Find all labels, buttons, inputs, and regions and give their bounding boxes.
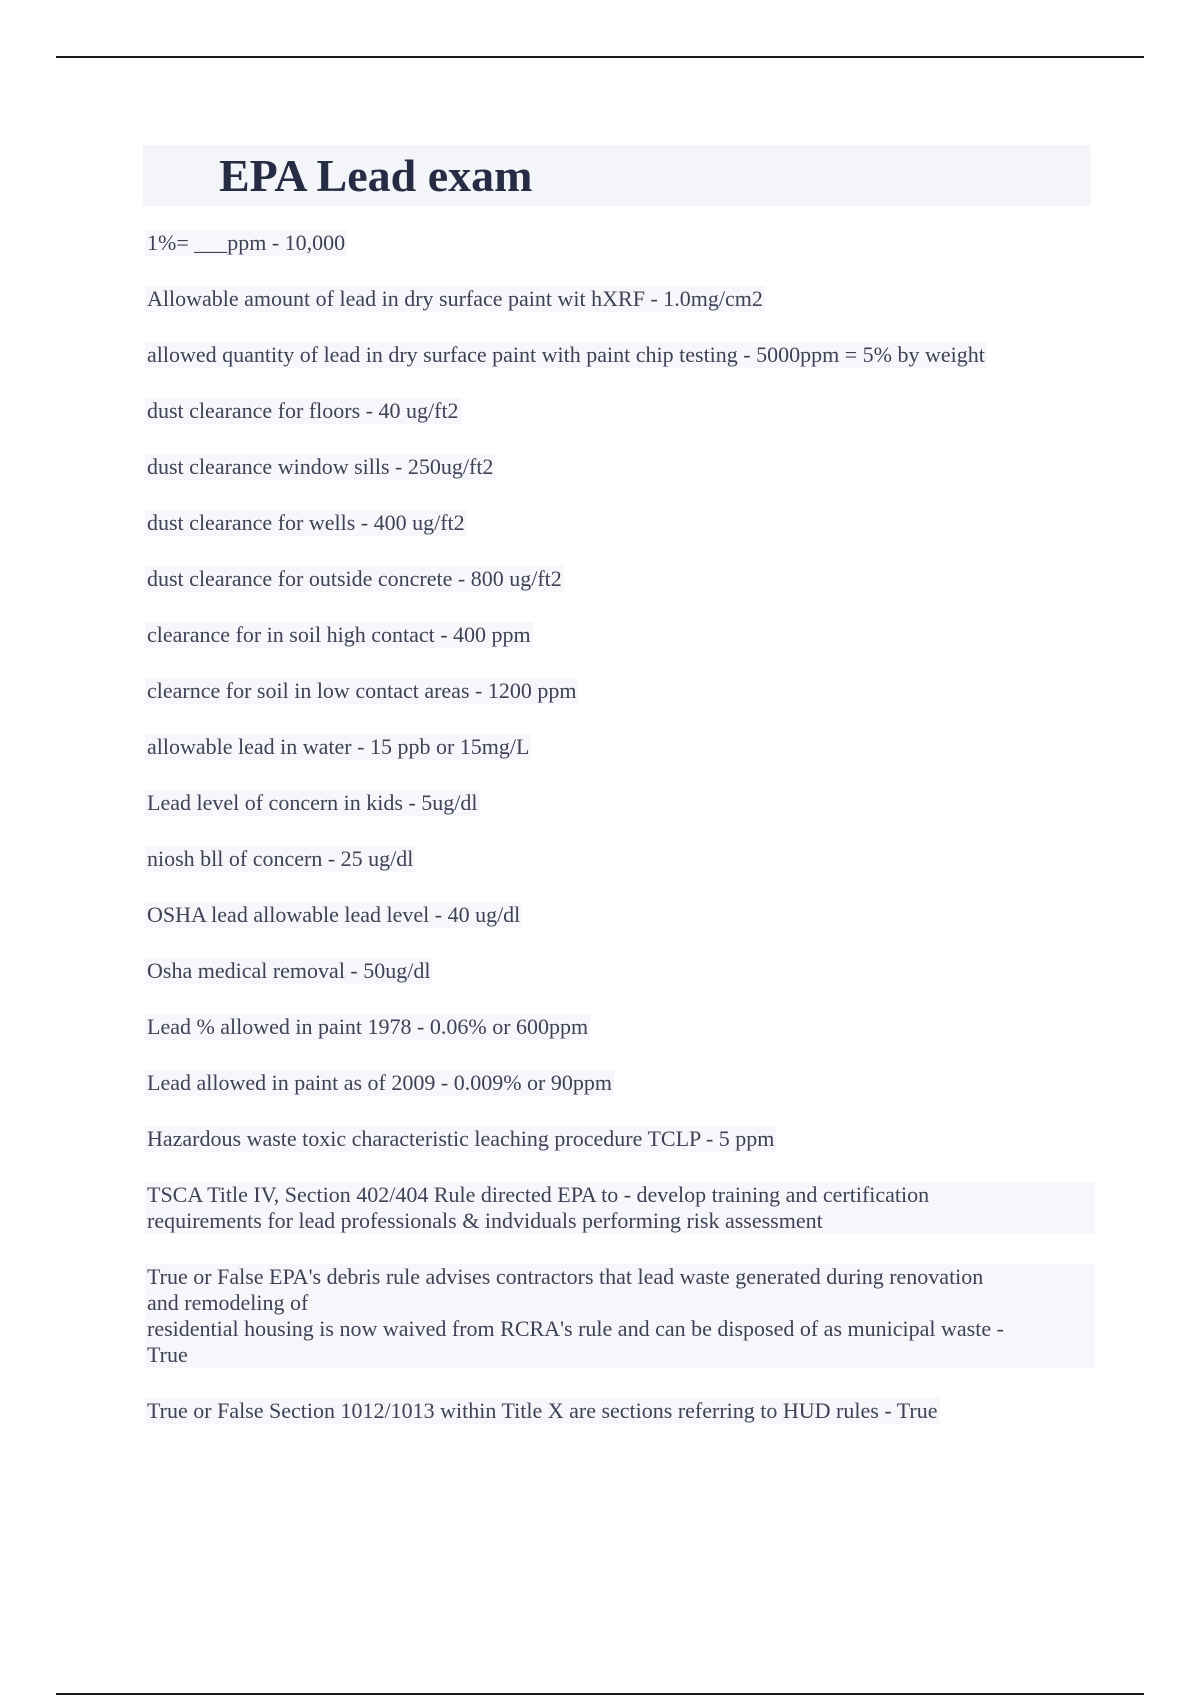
- item-line: residential housing is now waived from RCRA's rule and can be disposed of as municipal waste -: [147, 1316, 1004, 1341]
- flashcard-list: [145, 230, 1095, 1454]
- header-rule: [56, 56, 1144, 58]
- footer-rule: [56, 1693, 1144, 1695]
- list-item: Lead % allowed in paint 1978 - 0.06% or 600ppm: [147, 1014, 589, 1039]
- list-item: dust clearance window sills - 250ug/ft2: [147, 454, 494, 479]
- list-item-tsca: [145, 1182, 1095, 1234]
- list-item: dust clearance for outside concrete - 800 ug/ft2: [147, 566, 562, 591]
- page-title: EPA Lead exam: [219, 150, 533, 201]
- item-line: requirements for lead professionals & indviduals performing risk assessment: [147, 1208, 823, 1233]
- list-item: dust clearance for floors - 40 ug/ft2: [147, 398, 459, 423]
- list-item: allowed quantity of lead in dry surface paint with paint chip testing - 5000ppm = 5% by weight: [147, 342, 985, 367]
- list-item: Allowable amount of lead in dry surface paint wit hXRF - 1.0mg/cm2: [147, 286, 763, 311]
- list-item: dust clearance for wells - 400 ug/ft2: [147, 510, 465, 535]
- list-item: Osha medical removal - 50ug/dl: [147, 958, 431, 983]
- item-line: True: [147, 1342, 188, 1367]
- list-item: Lead allowed in paint as of 2009 - 0.009% or 90ppm: [147, 1070, 612, 1095]
- item-line: and remodeling of: [147, 1290, 309, 1315]
- list-item: Lead level of concern in kids - 5ug/dl: [147, 790, 478, 815]
- item-line: True or False EPA's debris rule advises contractors that lead waste generated during renovation: [147, 1264, 984, 1289]
- list-item: True or False Section 1012/1013 within Title X are sections referring to HUD rules - True: [147, 1398, 938, 1423]
- list-item: OSHA lead allowable lead level - 40 ug/dl: [147, 902, 521, 927]
- list-item: allowable lead in water - 15 ppb or 15mg/L: [147, 734, 530, 759]
- item-line: TSCA Title IV, Section 402/404 Rule directed EPA to - develop training and certification: [147, 1182, 930, 1207]
- list-item: 1%= ___ppm - 10,000: [147, 230, 346, 255]
- list-item: clearnce for soil in low contact areas - 1200 ppm: [147, 678, 577, 703]
- title-band: [143, 145, 1091, 206]
- list-item: Hazardous waste toxic characteristic leaching procedure TCLP - 5 ppm: [147, 1126, 775, 1151]
- list-item-debris-rule: [145, 1264, 1095, 1368]
- list-item: clearance for in soil high contact - 400 ppm: [147, 622, 531, 647]
- list-item: niosh bll of concern - 25 ug/dl: [147, 846, 414, 871]
